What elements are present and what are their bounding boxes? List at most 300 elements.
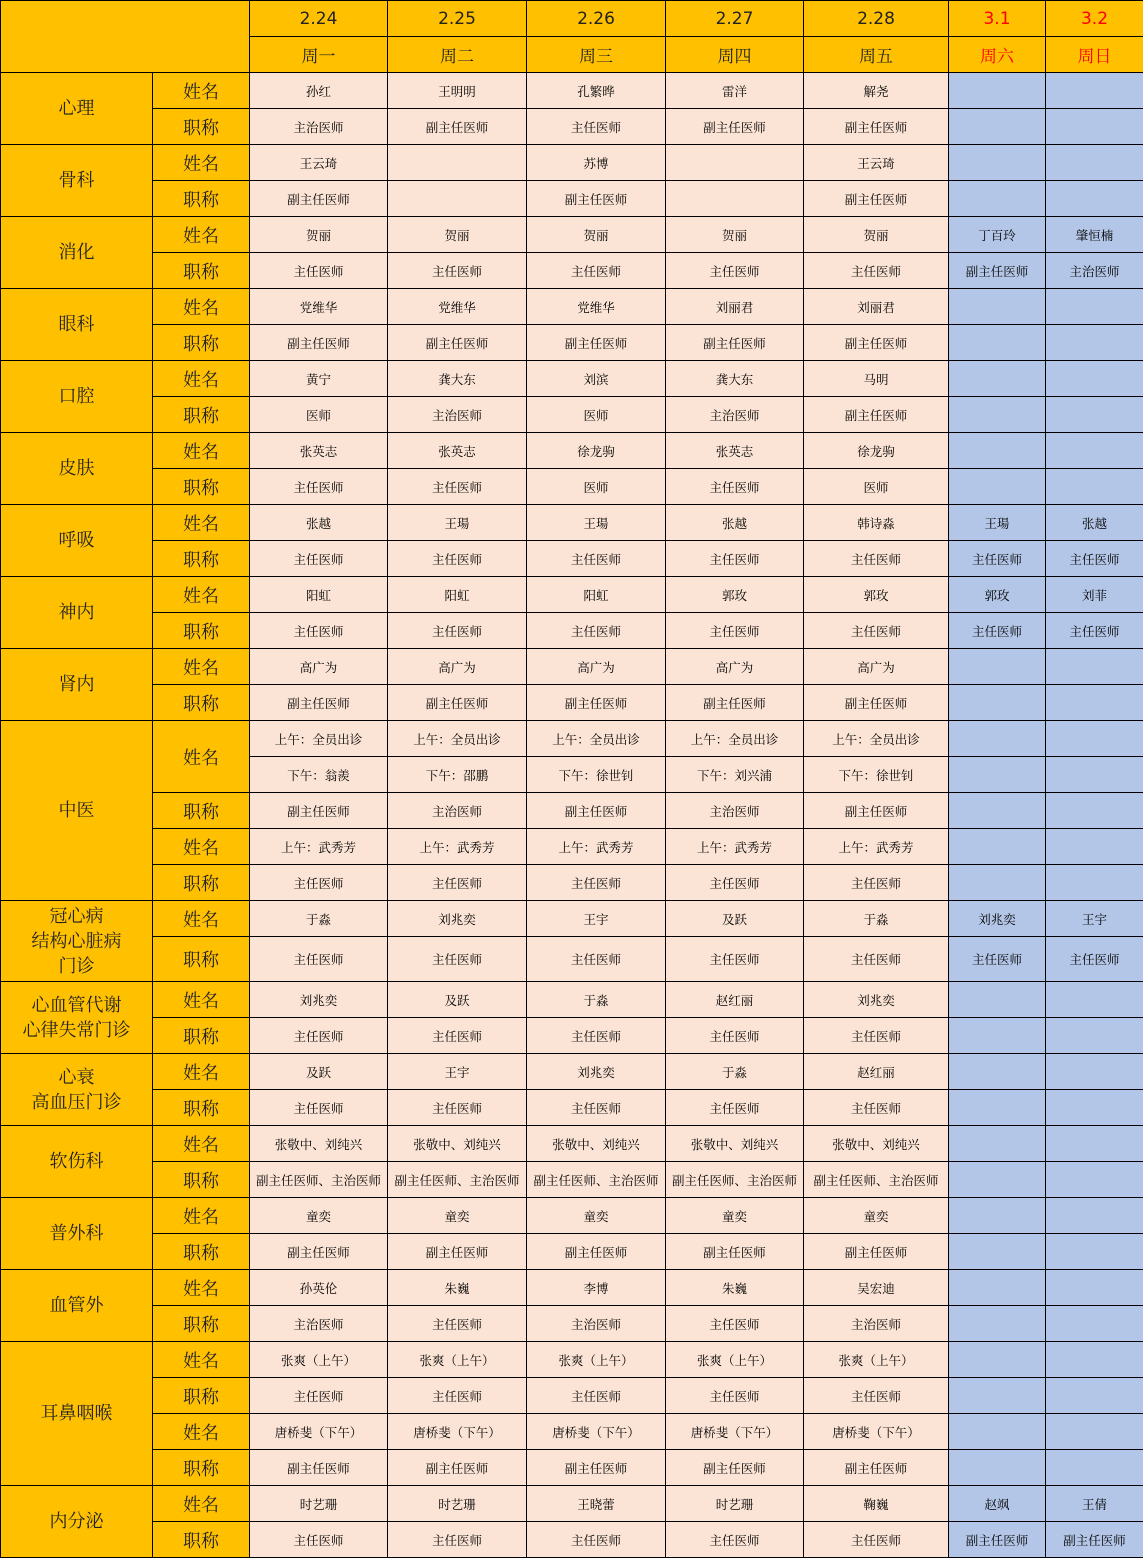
schedule-cell: 主任医师 bbox=[527, 937, 666, 982]
weekend-cell: 副主任医师 bbox=[949, 253, 1046, 289]
schedule-cell: 医师 bbox=[250, 397, 388, 433]
weekend-cell bbox=[1046, 757, 1143, 793]
schedule-cell: 主任医师 bbox=[388, 1018, 527, 1054]
schedule-row bbox=[1, 361, 1143, 397]
weekend-cell bbox=[1046, 73, 1143, 109]
schedule-cell: 王瑒 bbox=[527, 505, 666, 541]
weekend-cell bbox=[1046, 1126, 1143, 1162]
field-label: 姓名 bbox=[153, 1414, 250, 1450]
weekend-cell bbox=[1046, 1234, 1143, 1270]
schedule-cell: 王明明 bbox=[388, 73, 527, 109]
weekend-cell bbox=[949, 1126, 1046, 1162]
schedule-cell: 王云琦 bbox=[804, 145, 949, 181]
schedule-cell: 高广为 bbox=[388, 649, 527, 685]
weekend-cell bbox=[949, 109, 1046, 145]
schedule-cell: 时艺珊 bbox=[250, 1486, 388, 1522]
schedule-cell bbox=[388, 145, 527, 181]
weekend-cell: 主任医师 bbox=[949, 613, 1046, 649]
field-label: 职称 bbox=[153, 1378, 250, 1414]
weekend-cell bbox=[949, 1198, 1046, 1234]
schedule-cell: 副主任医师 bbox=[666, 1450, 804, 1486]
weekend-cell bbox=[949, 325, 1046, 361]
schedule-cell: 雷洋 bbox=[666, 73, 804, 109]
weekend-cell bbox=[1046, 865, 1143, 901]
schedule-cell: 上午：全员出诊 bbox=[527, 721, 666, 757]
schedule-cell: 副主任医师 bbox=[388, 1234, 527, 1270]
schedule-row bbox=[1, 145, 1143, 181]
department-name: 呼吸 bbox=[1, 505, 153, 577]
weekend-cell bbox=[1046, 793, 1143, 829]
schedule-row bbox=[1, 685, 1143, 721]
weekend-cell: 刘兆奕 bbox=[949, 901, 1046, 937]
schedule-cell: 于淼 bbox=[250, 901, 388, 937]
schedule-cell: 主任医师 bbox=[388, 613, 527, 649]
department-name: 消化 bbox=[1, 217, 153, 289]
schedule-cell: 于淼 bbox=[804, 901, 949, 937]
schedule-cell: 张英志 bbox=[388, 433, 527, 469]
weekend-cell: 主任医师 bbox=[1046, 937, 1143, 982]
weekend-cell bbox=[1046, 361, 1143, 397]
schedule-cell: 下午：邵鹏 bbox=[388, 757, 527, 793]
schedule-cell bbox=[666, 145, 804, 181]
schedule-cell: 副主任医师 bbox=[804, 109, 949, 145]
schedule-cell: 主任医师 bbox=[388, 253, 527, 289]
schedule-row bbox=[1, 1054, 1143, 1090]
weekend-cell bbox=[1046, 1198, 1143, 1234]
schedule-cell: 贺丽 bbox=[527, 217, 666, 253]
schedule-cell: 主任医师 bbox=[666, 1522, 804, 1558]
schedule-cell: 张爽（上午） bbox=[388, 1342, 527, 1378]
header-date: 2.27 bbox=[666, 1, 804, 37]
weekend-cell bbox=[1046, 433, 1143, 469]
schedule-cell: 主任医师 bbox=[388, 1306, 527, 1342]
schedule-cell: 主任医师 bbox=[527, 109, 666, 145]
schedule-cell: 上午：武秀芳 bbox=[666, 829, 804, 865]
schedule-cell: 高广为 bbox=[527, 649, 666, 685]
weekend-cell bbox=[949, 1450, 1046, 1486]
schedule-cell: 张敬中、刘纯兴 bbox=[804, 1126, 949, 1162]
header-weekday: 周一 bbox=[250, 37, 388, 73]
schedule-cell: 唐桥斐（下午） bbox=[666, 1414, 804, 1450]
schedule-row bbox=[1, 505, 1143, 541]
schedule-cell: 主任医师 bbox=[666, 253, 804, 289]
schedule-cell: 主治医师 bbox=[666, 397, 804, 433]
schedule-cell: 张爽（上午） bbox=[250, 1342, 388, 1378]
schedule-cell: 主任医师 bbox=[527, 1018, 666, 1054]
department-name: 耳鼻咽喉 bbox=[1, 1342, 153, 1486]
schedule-cell: 贺丽 bbox=[804, 217, 949, 253]
schedule-cell: 主任医师 bbox=[666, 541, 804, 577]
schedule-cell: 下午：徐世钊 bbox=[804, 757, 949, 793]
weekend-cell: 丁百玲 bbox=[949, 217, 1046, 253]
schedule-cell: 鞠巍 bbox=[804, 1486, 949, 1522]
weekend-cell bbox=[1046, 289, 1143, 325]
schedule-row bbox=[1, 1378, 1143, 1414]
schedule-cell: 副主任医师 bbox=[250, 181, 388, 217]
weekend-cell bbox=[949, 685, 1046, 721]
schedule-cell: 主任医师 bbox=[250, 1378, 388, 1414]
weekend-cell bbox=[1046, 145, 1143, 181]
header-date: 2.26 bbox=[527, 1, 666, 37]
schedule-cell: 主任医师 bbox=[804, 865, 949, 901]
schedule-cell: 主治医师 bbox=[527, 1306, 666, 1342]
schedule-row bbox=[1, 577, 1143, 613]
schedule-cell: 高广为 bbox=[804, 649, 949, 685]
schedule-row bbox=[1, 1162, 1143, 1198]
weekend-cell bbox=[1046, 685, 1143, 721]
header-date: 2.28 bbox=[804, 1, 949, 37]
schedule-row bbox=[1, 109, 1143, 145]
field-label: 职称 bbox=[153, 325, 250, 361]
schedule-cell: 王宇 bbox=[388, 1054, 527, 1090]
schedule-cell: 主任医师 bbox=[250, 613, 388, 649]
header-corner bbox=[1, 1, 250, 73]
schedule-cell: 主任医师 bbox=[666, 1306, 804, 1342]
schedule-cell: 主任医师 bbox=[804, 1378, 949, 1414]
weekend-cell bbox=[1046, 1342, 1143, 1378]
field-label: 姓名 bbox=[153, 1342, 250, 1378]
schedule-cell: 童奕 bbox=[527, 1198, 666, 1234]
field-label: 职称 bbox=[153, 1522, 250, 1558]
schedule-cell: 赵红丽 bbox=[666, 982, 804, 1018]
schedule-cell: 上午：全员出诊 bbox=[388, 721, 527, 757]
weekend-cell bbox=[949, 1162, 1046, 1198]
weekend-cell: 主任医师 bbox=[949, 541, 1046, 577]
schedule-cell: 马明 bbox=[804, 361, 949, 397]
schedule-cell: 阳虹 bbox=[527, 577, 666, 613]
schedule-row bbox=[1, 1306, 1143, 1342]
weekend-cell: 王倩 bbox=[1046, 1486, 1143, 1522]
schedule-cell: 副主任医师、主治医师 bbox=[388, 1162, 527, 1198]
schedule-cell: 主任医师 bbox=[250, 541, 388, 577]
department-name: 肾内 bbox=[1, 649, 153, 721]
schedule-cell: 主治医师 bbox=[388, 793, 527, 829]
department-name: 血管外 bbox=[1, 1270, 153, 1342]
schedule-cell: 唐桥斐（下午） bbox=[250, 1414, 388, 1450]
header-date-row bbox=[1, 1, 1143, 37]
schedule-cell: 苏博 bbox=[527, 145, 666, 181]
field-label: 姓名 bbox=[153, 649, 250, 685]
weekend-cell bbox=[949, 1054, 1046, 1090]
schedule-cell: 副主任医师 bbox=[666, 685, 804, 721]
schedule-row bbox=[1, 181, 1143, 217]
schedule-cell: 副主任医师 bbox=[527, 685, 666, 721]
schedule-cell: 贺丽 bbox=[250, 217, 388, 253]
schedule-cell: 阳虹 bbox=[388, 577, 527, 613]
schedule-cell: 时艺珊 bbox=[666, 1486, 804, 1522]
schedule-cell: 主任医师 bbox=[388, 865, 527, 901]
schedule-cell: 主治医师 bbox=[250, 109, 388, 145]
schedule-cell: 张越 bbox=[250, 505, 388, 541]
schedule-cell: 徐龙驹 bbox=[804, 433, 949, 469]
schedule-cell: 张敬中、刘纯兴 bbox=[527, 1126, 666, 1162]
schedule-cell: 副主任医师 bbox=[388, 685, 527, 721]
schedule-cell: 上午：武秀芳 bbox=[388, 829, 527, 865]
schedule-cell: 党维华 bbox=[388, 289, 527, 325]
weekend-cell bbox=[1046, 1018, 1143, 1054]
schedule-cell: 主任医师 bbox=[804, 253, 949, 289]
weekend-cell: 主治医师 bbox=[1046, 253, 1143, 289]
schedule-cell: 吴宏迪 bbox=[804, 1270, 949, 1306]
schedule-cell: 赵红丽 bbox=[804, 1054, 949, 1090]
schedule-cell: 主任医师 bbox=[250, 865, 388, 901]
weekend-cell: 主任医师 bbox=[949, 937, 1046, 982]
field-label: 姓名 bbox=[153, 982, 250, 1018]
schedule-row bbox=[1, 649, 1143, 685]
schedule-cell: 张越 bbox=[666, 505, 804, 541]
weekend-cell bbox=[949, 757, 1046, 793]
header-weekday: 周五 bbox=[804, 37, 949, 73]
weekend-cell bbox=[1046, 1378, 1143, 1414]
weekend-cell bbox=[1046, 1450, 1143, 1486]
department-name: 心衰 高血压门诊 bbox=[1, 1054, 153, 1126]
department-name: 软伤科 bbox=[1, 1126, 153, 1198]
schedule-cell: 主任医师 bbox=[250, 937, 388, 982]
schedule-cell: 郭玫 bbox=[804, 577, 949, 613]
field-label: 姓名 bbox=[153, 1126, 250, 1162]
schedule-cell: 主治医师 bbox=[388, 397, 527, 433]
schedule-cell: 主任医师 bbox=[388, 1522, 527, 1558]
weekend-cell: 主任医师 bbox=[1046, 613, 1143, 649]
weekend-cell bbox=[1046, 1414, 1143, 1450]
schedule-cell: 副主任医师 bbox=[527, 793, 666, 829]
schedule-cell: 时艺珊 bbox=[388, 1486, 527, 1522]
weekend-cell bbox=[949, 1414, 1046, 1450]
weekend-cell bbox=[1046, 397, 1143, 433]
schedule-cell: 主任医师 bbox=[250, 1090, 388, 1126]
schedule-cell: 张爽（上午） bbox=[804, 1342, 949, 1378]
weekend-cell bbox=[949, 181, 1046, 217]
schedule-cell: 副主任医师 bbox=[666, 325, 804, 361]
weekend-cell bbox=[1046, 721, 1143, 757]
schedule-cell: 主任医师 bbox=[250, 469, 388, 505]
department-name: 心血管代谢 心律失常门诊 bbox=[1, 982, 153, 1054]
schedule-cell: 副主任医师 bbox=[250, 1450, 388, 1486]
weekend-cell bbox=[1046, 469, 1143, 505]
field-label: 姓名 bbox=[153, 721, 250, 793]
schedule-cell: 于淼 bbox=[527, 982, 666, 1018]
schedule-cell: 刘兆奕 bbox=[527, 1054, 666, 1090]
schedule-cell: 黄宁 bbox=[250, 361, 388, 397]
schedule-cell: 主任医师 bbox=[250, 1522, 388, 1558]
schedule-cell: 主任医师 bbox=[666, 1090, 804, 1126]
schedule-cell: 刘丽君 bbox=[804, 289, 949, 325]
schedule-cell: 医师 bbox=[804, 469, 949, 505]
schedule-row bbox=[1, 613, 1143, 649]
schedule-cell: 医师 bbox=[527, 469, 666, 505]
schedule-row bbox=[1, 433, 1143, 469]
schedule-cell: 上午：全员出诊 bbox=[804, 721, 949, 757]
schedule-cell: 下午：刘兴浦 bbox=[666, 757, 804, 793]
schedule-row bbox=[1, 1450, 1143, 1486]
schedule-cell: 主任医师 bbox=[388, 469, 527, 505]
schedule-cell: 主任医师 bbox=[527, 1090, 666, 1126]
schedule-cell: 徐龙驹 bbox=[527, 433, 666, 469]
schedule-cell: 主任医师 bbox=[388, 1090, 527, 1126]
weekend-cell bbox=[949, 1306, 1046, 1342]
schedule-cell: 刘滨 bbox=[527, 361, 666, 397]
schedule-cell: 副主任医师 bbox=[804, 793, 949, 829]
schedule-row bbox=[1, 721, 1143, 757]
schedule-cell: 主任医师 bbox=[666, 469, 804, 505]
weekend-cell bbox=[1046, 982, 1143, 1018]
schedule-row bbox=[1, 1414, 1143, 1450]
field-label: 姓名 bbox=[153, 289, 250, 325]
schedule-cell: 主任医师 bbox=[666, 937, 804, 982]
schedule-cell: 副主任医师 bbox=[250, 325, 388, 361]
field-label: 职称 bbox=[153, 1090, 250, 1126]
schedule-row bbox=[1, 901, 1143, 937]
field-label: 职称 bbox=[153, 469, 250, 505]
header-weekday: 周二 bbox=[388, 37, 527, 73]
schedule-row bbox=[1, 1198, 1143, 1234]
schedule-cell: 党维华 bbox=[527, 289, 666, 325]
field-label: 职称 bbox=[153, 613, 250, 649]
schedule-cell: 张英志 bbox=[250, 433, 388, 469]
schedule-row bbox=[1, 1234, 1143, 1270]
schedule-row bbox=[1, 217, 1143, 253]
schedule-cell: 唐桥斐（下午） bbox=[527, 1414, 666, 1450]
schedule-row bbox=[1, 1270, 1143, 1306]
schedule-row bbox=[1, 541, 1143, 577]
schedule-cell: 主任医师 bbox=[804, 541, 949, 577]
schedule-cell: 王瑒 bbox=[388, 505, 527, 541]
schedule-cell: 王宇 bbox=[527, 901, 666, 937]
schedule-cell: 韩诗淼 bbox=[804, 505, 949, 541]
schedule-cell: 童奕 bbox=[250, 1198, 388, 1234]
weekend-cell bbox=[1046, 109, 1143, 145]
weekend-cell bbox=[949, 793, 1046, 829]
schedule-row bbox=[1, 937, 1143, 982]
schedule-row bbox=[1, 1126, 1143, 1162]
weekend-cell bbox=[949, 829, 1046, 865]
weekend-cell: 赵飒 bbox=[949, 1486, 1046, 1522]
field-label: 姓名 bbox=[153, 1486, 250, 1522]
schedule-cell bbox=[666, 181, 804, 217]
schedule-cell: 党维华 bbox=[250, 289, 388, 325]
schedule-cell: 刘兆奕 bbox=[804, 982, 949, 1018]
schedule-cell: 童奕 bbox=[804, 1198, 949, 1234]
schedule-cell: 贺丽 bbox=[388, 217, 527, 253]
schedule-cell: 高广为 bbox=[666, 649, 804, 685]
schedule-cell: 副主任医师 bbox=[388, 109, 527, 145]
weekend-cell: 郭玫 bbox=[949, 577, 1046, 613]
weekend-cell bbox=[1046, 325, 1143, 361]
header-weekday: 周四 bbox=[666, 37, 804, 73]
schedule-cell: 龚大东 bbox=[388, 361, 527, 397]
schedule-row bbox=[1, 982, 1143, 1018]
schedule-cell: 张敬中、刘纯兴 bbox=[388, 1126, 527, 1162]
weekend-cell bbox=[1046, 181, 1143, 217]
department-name: 皮肤 bbox=[1, 433, 153, 505]
department-name: 内分泌 bbox=[1, 1486, 153, 1558]
schedule-cell: 及跃 bbox=[250, 1054, 388, 1090]
field-label: 姓名 bbox=[153, 505, 250, 541]
field-label: 职称 bbox=[153, 937, 250, 982]
field-label: 姓名 bbox=[153, 1198, 250, 1234]
field-label: 职称 bbox=[153, 541, 250, 577]
schedule-row bbox=[1, 253, 1143, 289]
schedule-cell: 主任医师 bbox=[666, 1018, 804, 1054]
schedule-cell: 副主任医师 bbox=[804, 325, 949, 361]
schedule-cell: 主任医师 bbox=[388, 1378, 527, 1414]
field-label: 姓名 bbox=[153, 901, 250, 937]
weekend-cell bbox=[949, 1342, 1046, 1378]
weekend-cell bbox=[949, 1270, 1046, 1306]
schedule-cell: 朱巍 bbox=[666, 1270, 804, 1306]
weekend-cell bbox=[949, 865, 1046, 901]
schedule-cell: 副主任医师、主治医师 bbox=[250, 1162, 388, 1198]
schedule-cell: 李博 bbox=[527, 1270, 666, 1306]
schedule-cell: 孙红 bbox=[250, 73, 388, 109]
weekend-cell bbox=[1046, 649, 1143, 685]
schedule-cell: 唐桥斐（下午） bbox=[388, 1414, 527, 1450]
weekend-cell bbox=[949, 1378, 1046, 1414]
schedule-cell: 王云琦 bbox=[250, 145, 388, 181]
schedule-cell: 主任医师 bbox=[804, 937, 949, 982]
weekend-cell bbox=[1046, 1090, 1143, 1126]
schedule-row bbox=[1, 829, 1143, 865]
schedule-cell: 张爽（上午） bbox=[666, 1342, 804, 1378]
department-name: 中医 bbox=[1, 721, 153, 901]
weekend-cell: 王瑒 bbox=[949, 505, 1046, 541]
header-date: 2.24 bbox=[250, 1, 388, 37]
field-label: 姓名 bbox=[153, 361, 250, 397]
schedule-cell: 主任医师 bbox=[527, 613, 666, 649]
schedule-cell: 于淼 bbox=[666, 1054, 804, 1090]
header-date: 3.1 bbox=[949, 1, 1046, 37]
schedule-cell: 刘丽君 bbox=[666, 289, 804, 325]
department-name: 心理 bbox=[1, 73, 153, 145]
field-label: 姓名 bbox=[153, 73, 250, 109]
schedule-cell: 主治医师 bbox=[666, 793, 804, 829]
schedule-cell: 上午：全员出诊 bbox=[250, 721, 388, 757]
weekend-cell bbox=[949, 361, 1046, 397]
header-weekday: 周六 bbox=[949, 37, 1046, 73]
weekend-cell bbox=[949, 73, 1046, 109]
weekend-cell: 肇恒楠 bbox=[1046, 217, 1143, 253]
schedule-cell: 及跃 bbox=[666, 901, 804, 937]
schedule-cell: 副主任医师 bbox=[804, 1234, 949, 1270]
schedule-cell: 主任医师 bbox=[527, 1522, 666, 1558]
weekend-cell: 王宇 bbox=[1046, 901, 1143, 937]
weekend-cell bbox=[949, 397, 1046, 433]
weekend-cell bbox=[1046, 829, 1143, 865]
weekend-cell bbox=[949, 1018, 1046, 1054]
weekend-cell: 副主任医师 bbox=[1046, 1522, 1143, 1558]
weekend-cell bbox=[1046, 1270, 1143, 1306]
schedule-row bbox=[1, 1522, 1143, 1558]
schedule-cell: 主任医师 bbox=[666, 1378, 804, 1414]
schedule-cell bbox=[388, 181, 527, 217]
weekend-cell bbox=[949, 433, 1046, 469]
field-label: 职称 bbox=[153, 1306, 250, 1342]
schedule-cell: 主任医师 bbox=[388, 541, 527, 577]
schedule-row bbox=[1, 1090, 1143, 1126]
field-label: 职称 bbox=[153, 1450, 250, 1486]
weekend-cell bbox=[1046, 1054, 1143, 1090]
field-label: 姓名 bbox=[153, 577, 250, 613]
weekend-cell bbox=[949, 1234, 1046, 1270]
schedule-cell: 张敬中、刘纯兴 bbox=[250, 1126, 388, 1162]
schedule-cell: 孙英伦 bbox=[250, 1270, 388, 1306]
field-label: 职称 bbox=[153, 109, 250, 145]
schedule-cell: 童奕 bbox=[388, 1198, 527, 1234]
schedule-cell: 及跃 bbox=[388, 982, 527, 1018]
schedule-cell: 阳虹 bbox=[250, 577, 388, 613]
header-date: 2.25 bbox=[388, 1, 527, 37]
department-name: 眼科 bbox=[1, 289, 153, 361]
